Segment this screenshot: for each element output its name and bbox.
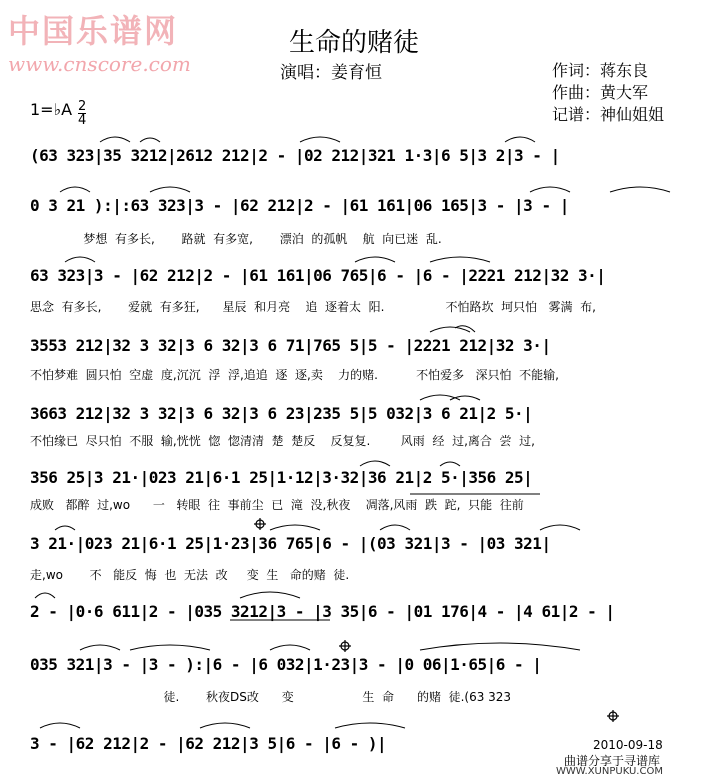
tie-mark [270,525,320,530]
lyric-line-6: 成败 都醉 过,wo 一 转眼 往 事前尘 已 滝 没,秋夜 凋落,风雨 跌 跎, 只能 往前 [30,498,524,512]
footer-site: WWW.XUNPUKU.COM [556,766,663,777]
lyric-line-9: 徒. 秋夜DS改 变 生 命 的赌 徒.(63 323 [30,690,512,704]
tie-mark [610,187,670,192]
tie-mark [335,723,405,728]
tie-mark [80,645,120,650]
time-numerator: 2 [78,99,87,114]
footer-date: 2010-09-18 [593,738,663,752]
tie-mark [530,187,570,192]
tie-mark [420,643,580,650]
watermark-logo: 中国乐谱网 [8,12,179,50]
tie-mark [380,525,410,530]
score-line-1: (63 323|35 3212|2612 212|2 - |02 212|321 1·3|6 5|3 2|3 - | [30,146,560,165]
tie-mark [430,257,490,262]
key-signature: 1=♭A [30,100,73,119]
time-denominator: 4 [78,113,87,128]
tie-mark [270,645,310,650]
tie-mark [60,187,90,192]
lyric-line-4: 不怕梦难 圆只怕 空虚 度,沉沉 浮 浮,追追 逐 逐,卖 力的赌. 不怕爱多 深只怕 不能输, [30,368,559,382]
tie-mark [300,137,340,142]
score-line-2: 0 3 21 ):|:63 323|3 - |62 212|2 - |61 161|06 165|3 - |3 - | [30,196,569,215]
score-line-8: 2 - |0·6 611|2 - |035 3212|3 - |3 35|6 - |01 176|4 - |4 61|2 - | [30,602,615,621]
score-line-6: 356 25|3 21·|023 21|6·1 25|1·12|3·32|36 21|2 5·|356 25| [30,468,533,487]
score-line-3: 63 323|3 - |62 212|2 - |61 161|06 765|6 - |6 - |2221 212|32 3·| [30,266,606,285]
tie-mark [140,138,160,142]
tie-mark [55,526,75,530]
singer-credit: 演唱：姜育恒 [280,63,382,83]
tie-mark [200,723,250,728]
tie-mark [505,137,535,142]
tie-mark [240,592,300,598]
tie-mark [420,395,460,400]
tie-mark [100,137,130,142]
score-line-5: 3663 212|32 3 32|3 6 32|3 6 23|235 5|5 032|3 6 21|2 5·| [30,404,533,423]
tie-mark [40,723,80,728]
lyric-line-3: 思念 有多长, 爱就 有多狂, 星辰 和月亮 追 逐着太 阳. 不怕路坎 坷只怕 雾满 布, [30,300,596,314]
tie-mark [130,645,210,650]
composer-credit: 作曲：黄大军 [552,83,649,102]
tie-mark [430,327,470,332]
tie-mark [355,257,395,262]
lyric-line-5: 不怕缘已 尽只怕 不服 输,恍恍 惚 惚清清 楚 楚反 反复复. 风雨 经 过,离合 尝 过, [30,434,535,448]
score-line-10: 3 - |62 212|2 - |62 212|3 5|6 - |6 - )| [30,734,387,753]
tie-mark [440,462,460,466]
watermark-url: www.cnscore.com [8,52,191,76]
tie-mark [360,461,390,466]
tie-mark [65,257,95,262]
score-line-9: 035 321|3 - |3 - ):|6 - |6 032|1·23|3 - |0 06|1·65|6 - | [30,655,542,674]
tie-mark [540,525,580,530]
score-line-4: 3553 212|32 3 32|3 6 32|3 6 71|765 5|5 - |2221 212|32 3·| [30,336,551,355]
lyricist-credit: 作词：蒋东良 [552,61,649,80]
transcriber-credit: 记谱：神仙姐姐 [552,105,665,124]
tie-mark [35,593,55,598]
footer-share-text: 曲谱分享于寻谱库 [564,754,661,768]
tie-mark [450,396,480,400]
song-title: 生命的赌徒 [288,28,419,58]
lyric-line-2: 梦想 有多长, 路就 有多宽, 漂泊 的孤帆 航 向已迷 乱. [30,232,442,246]
tie-mark [150,187,190,192]
tie-mark [455,326,475,332]
lyric-line-7: 走,wo 不 能反 悔 也 无法 改 变 生 命的赌 徒. [30,568,350,582]
score-line-7: 3 21·|023 21|6·1 25|1·23|36 765|6 - |(03 321|3 - |03 321| [30,534,551,553]
